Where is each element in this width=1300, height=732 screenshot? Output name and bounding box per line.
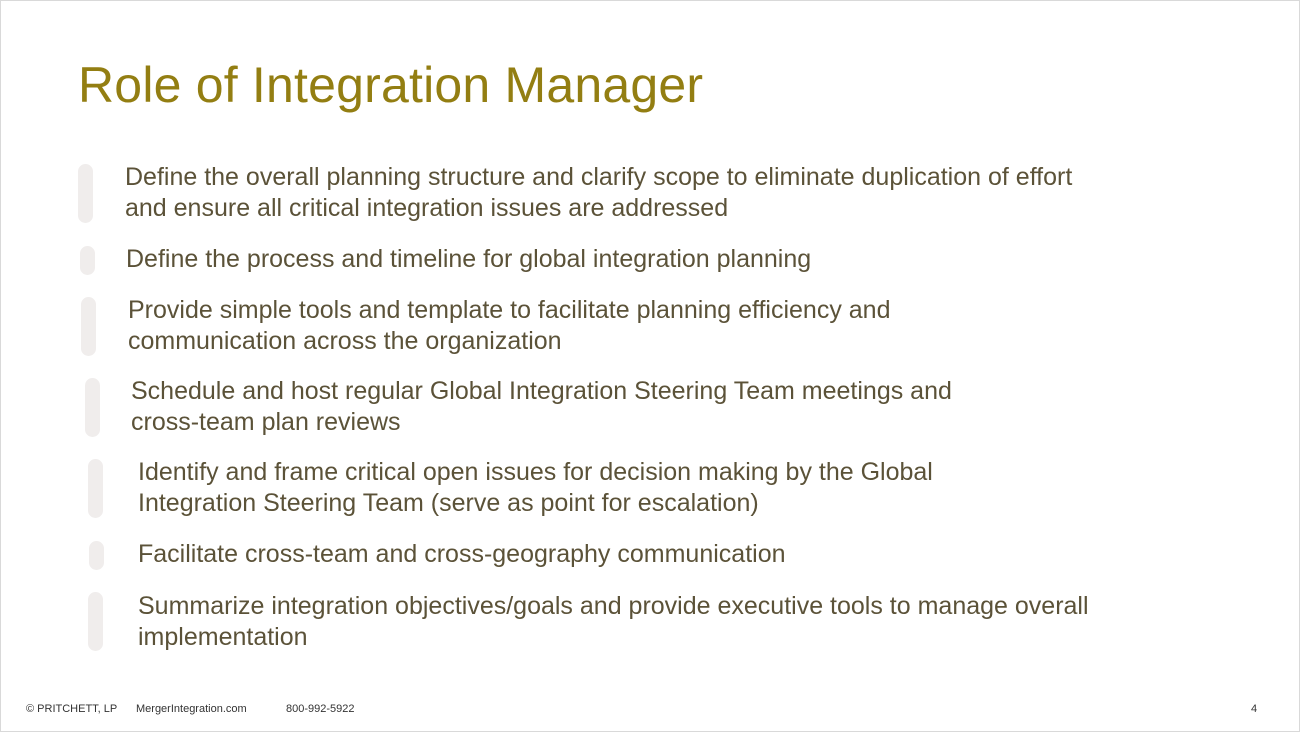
bullet-text-line: implementation [138, 623, 308, 651]
page-number: 4 [1251, 703, 1258, 715]
bullet-text-line: Facilitate cross-team and cross-geography communication [138, 540, 786, 568]
footer-website: MergerIntegration.com [136, 703, 247, 715]
bullet-text-line: and ensure all critical integration issues are addressed [125, 194, 729, 222]
bullet-text-line: Schedule and host regular Global Integration Steering Team meetings and [131, 377, 952, 405]
bullet-marker [85, 378, 100, 437]
footer-phone: 800-992-5922 [286, 703, 355, 715]
bullet-marker [88, 459, 103, 518]
bullet-text-line: Provide simple tools and template to facilitate planning efficiency and [128, 296, 891, 324]
bullet-text [138, 457, 933, 519]
bullet-text-line: Define the process and timeline for global integration planning [126, 245, 812, 273]
bullet-marker [80, 246, 95, 275]
bullet-text [138, 591, 1089, 653]
bullet-marker [89, 541, 104, 570]
bullet-text [128, 295, 891, 357]
bullet-marker [78, 164, 93, 223]
bullet-text [131, 376, 952, 438]
bullet-text [126, 244, 811, 275]
bullet-text [125, 162, 1072, 224]
bullet-text-line: Summarize integration objectives/goals and provide executive tools to manage overall [138, 592, 1089, 620]
slide-title: Role of Integration Manager [78, 57, 704, 113]
bullet-text-line: Identify and frame critical open issues for decision making by the Global [138, 458, 933, 486]
bullet-text-line: Define the overall planning structure and clarify scope to eliminate duplication of effort [125, 163, 1073, 191]
bullet-marker [88, 592, 103, 651]
bullet-text-line: cross-team plan reviews [131, 408, 401, 436]
bullet-text-line: Integration Steering Team (serve as point for escalation) [138, 489, 759, 517]
footer-copyright: © PRITCHETT, LP [26, 703, 118, 715]
bullet-text [138, 539, 786, 570]
bullet-text-line: communication across the organization [128, 327, 562, 355]
bullet-marker [81, 297, 96, 356]
